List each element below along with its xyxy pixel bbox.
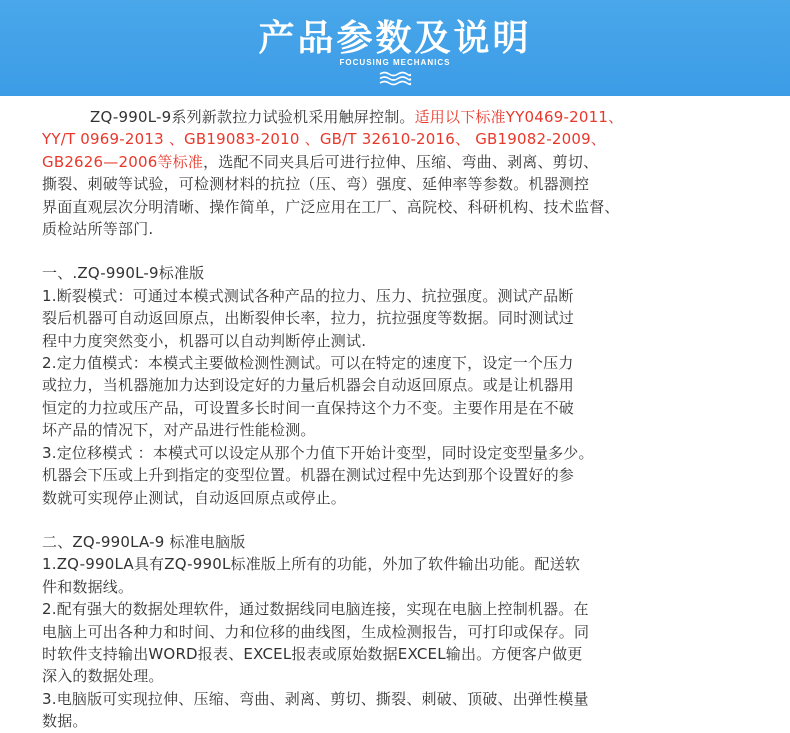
standards-highlight: GB2626—2006等标准	[42, 152, 204, 171]
section1-line: 或拉力，当机器施加力达到设定好的力量后机器会自动返回原点。或是让机器用	[42, 376, 575, 395]
section-spacer	[42, 509, 782, 531]
section2-line: 件和数据线。	[42, 577, 134, 596]
section-spacer	[42, 240, 782, 262]
description-body	[42, 106, 782, 733]
intro-text: ，选配不同夹具后可进行拉伸、压缩、弯曲、剥离、剪切、	[203, 152, 599, 171]
section1-line: 机器会下压或上升到指定的变型位置。机器在测试过程中先达到那个设置好的参	[42, 466, 575, 485]
wave-icon	[378, 70, 412, 86]
standards-highlight: YY/T 0969-2013 、GB19083-2010 、GB/T 32610-2016、 GB19082-2009、	[42, 130, 607, 149]
standards-highlight: 适用以下标准YY0469-2011、	[414, 108, 624, 126]
section1-heading: 一、.ZQ-990L-9标准版	[42, 264, 205, 283]
section2-line: 2.配有强大的数据处理软件，通过数据线同电脑连接，实现在电脑上控制机器。在	[42, 600, 589, 619]
page-title: 产品参数及说明	[258, 18, 532, 59]
section2-line: 数据。	[42, 712, 88, 731]
section2-line: 电脑上可出各种力和时间、力和位移的曲线图，生成检测报告，可打印或保存。同	[42, 622, 590, 641]
section1-line: 恒定的力拉或压产品，可设置多长时间一直保持这个力不变。主要作用是在不破	[42, 398, 575, 417]
section1-line: 数就可实现停止测试，自动返回原点或停止。	[42, 488, 347, 507]
section2-line: 深入的数据处理。	[42, 667, 164, 686]
intro-line: 界面直观层次分明清晰、操作简单，广泛应用在工厂、高院校、科研机构、技术监督、	[42, 197, 620, 216]
header-banner	[0, 0, 790, 96]
intro-line: 质检站所等部门.	[42, 220, 154, 239]
section1-line: 坏产品的情况下，对产品进行性能检测。	[42, 421, 316, 440]
intro-line	[42, 106, 782, 128]
section2-line: 1.ZQ-990LA具有ZQ-990L标准版上所有的功能，外加了软件输出功能。配送软	[42, 555, 581, 574]
intro-line: 撕裂、刺破等试验，可检测材料的抗拉（压、弯）强度、延伸率等参数。机器测控	[42, 175, 590, 194]
section1-line: 1.断裂模式：可通过本模式测试各种产品的拉力、压力、抗拉强度。测试产品断	[42, 286, 574, 305]
section1-line: 3.定位移模式 ：本模式可以设定从那个力值下开始计变型，同时设定变型量多少。	[42, 443, 594, 462]
intro-text: ZQ-990L-9系列新款拉力试验机采用触屏控制。	[90, 108, 415, 126]
section2-heading: 二、ZQ-990LA-9 标准电脑版	[42, 532, 246, 551]
section2-line: 时软件支持输出WORD报表、EXCEL报表或原始数据EXCEL输出。方便客户做更	[42, 644, 583, 663]
section2-line: 3.电脑版可实现拉伸、压缩、弯曲、剥离、剪切、撕裂、刺破、顶破、出弹性模量	[42, 689, 589, 708]
section1-line: 裂后机器可自动返回原点，出断裂伸长率，拉力，抗拉强度等数据。同时测试过	[42, 309, 575, 328]
intro-line	[42, 151, 782, 173]
banner-subtitle: FOCUSING MECHANICS	[339, 58, 451, 67]
section1-line: 程中力度突然变小，机器可以自动判断停止测试.	[42, 331, 367, 350]
section1-line: 2.定力值模式：本模式主要做检测性测试。可以在特定的速度下，设定一个压力	[42, 354, 574, 373]
